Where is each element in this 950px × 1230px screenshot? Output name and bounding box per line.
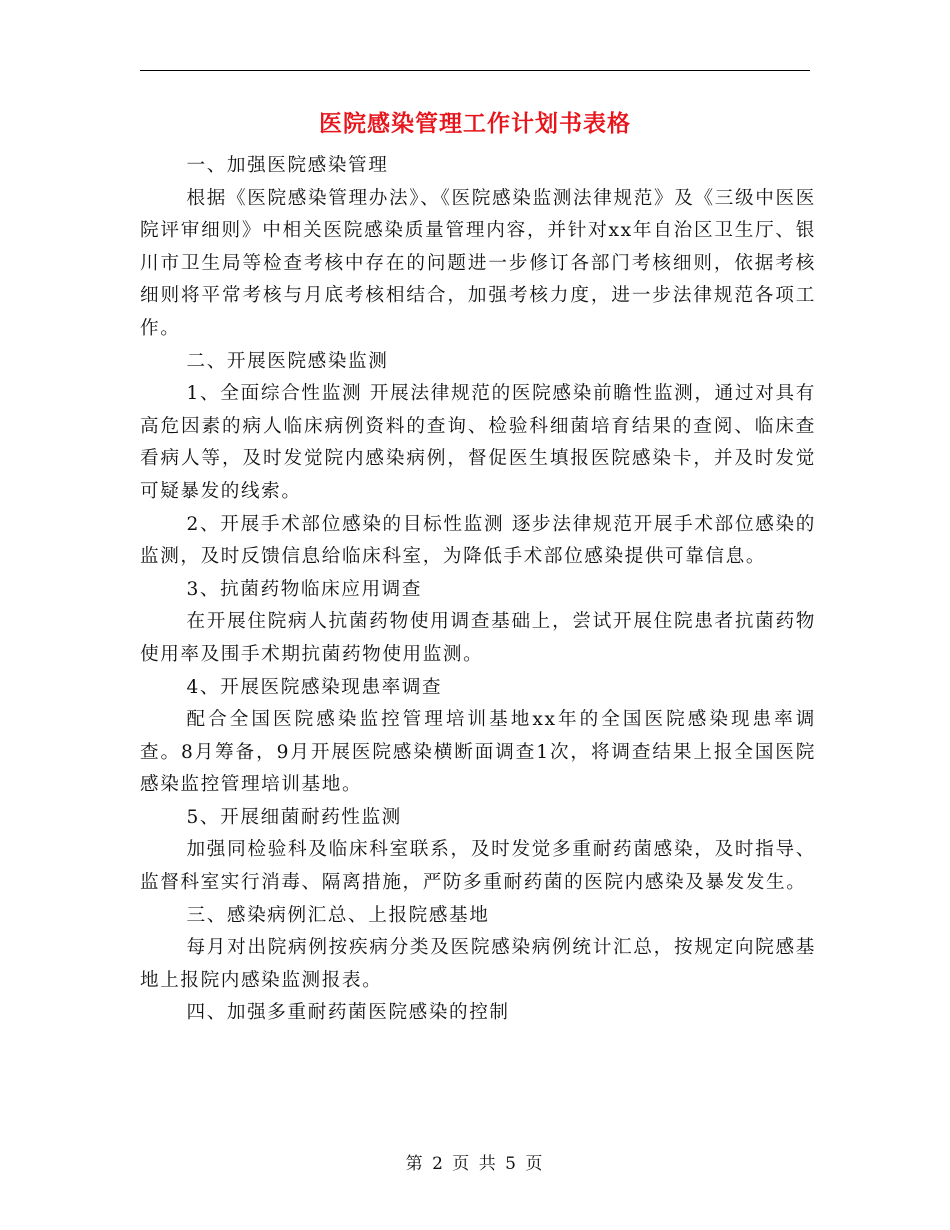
document-title: 医院感染管理工作计划书表格 bbox=[319, 110, 631, 137]
subsection-heading: 4、开展医院感染现患率调查 bbox=[186, 676, 443, 698]
paragraph: 1、全面综合性监测 开展法律规范的医院感染前瞻性监测，通过对具有高危因素的病人临床病例资料的查询、检验科细菌培育结果的查阅、临床查看病人等，及时发觉院内感染病例，督促医生填报医院感染卡，并及时发觉可疑暴发的线索。 bbox=[140, 383, 816, 502]
page-footer bbox=[0, 1152, 950, 1176]
current-page-number: 2 bbox=[432, 1154, 445, 1174]
paragraph: 根据《医院感染管理办法》、《医院感染监测法律规范》及《三级中医医院评审细则》中相关医院感染质量管理内容，并针对xx年自治区卫生厅、银川市卫生局等检查考核中存在的问题进一步修订各部门考核细则，依据考核细则将平常考核与月底考核相结合，加强考核力度，进一步法律规范各项工作。 bbox=[140, 187, 816, 339]
subsection-heading: 3、抗菌药物临床应用调查 bbox=[186, 578, 423, 600]
subsection-heading: 5、开展细菌耐药性监测 bbox=[186, 806, 402, 828]
section-heading-2: 二、开展医院感染监测 bbox=[186, 350, 389, 372]
section-heading-3: 三、感染病例汇总、上报院感基地 bbox=[186, 904, 490, 926]
paragraph: 在开展住院病人抗菌药物使用调查基础上，尝试开展住院患者抗菌药物使用率及围手术期抗菌药物使用监测。 bbox=[140, 611, 816, 665]
paragraph: 2、开展手术部位感染的目标性监测 逐步法律规范开展手术部位感染的监测，及时反馈信息给临床科室，为降低手术部位感染提供可靠信息。 bbox=[140, 513, 816, 568]
section-heading-1: 一、加强医院感染管理 bbox=[186, 155, 389, 176]
footer-prefix: 第 bbox=[405, 1154, 425, 1174]
paragraph: 配合全国医院感染监控管理培训基地xx年的全国医院感染现患率调查。8月筹备，9月开展医院感染横断面调查1次，将调查结果上报全国医院感染监控管理培训基地。 bbox=[140, 709, 816, 796]
paragraph: 每月对出院病例按疾病分类及医院感染病例统计汇总，按规定向院感基地上报院内感染监测报表。 bbox=[140, 937, 816, 991]
footer-middle: 页 共 bbox=[452, 1154, 498, 1174]
header-rule bbox=[140, 70, 810, 71]
document-body bbox=[140, 150, 816, 1030]
footer-suffix: 页 bbox=[525, 1154, 545, 1174]
section-heading-4: 四、加强多重耐药菌医院感染的控制 bbox=[186, 1002, 510, 1024]
paragraph: 加强同检验科及临床科室联系，及时发觉多重耐药菌感染，及时指导、监督科室实行消毒、隔离措施，严防多重耐药菌的医院内感染及暴发发生。 bbox=[140, 839, 816, 894]
total-page-count: 5 bbox=[505, 1154, 518, 1174]
